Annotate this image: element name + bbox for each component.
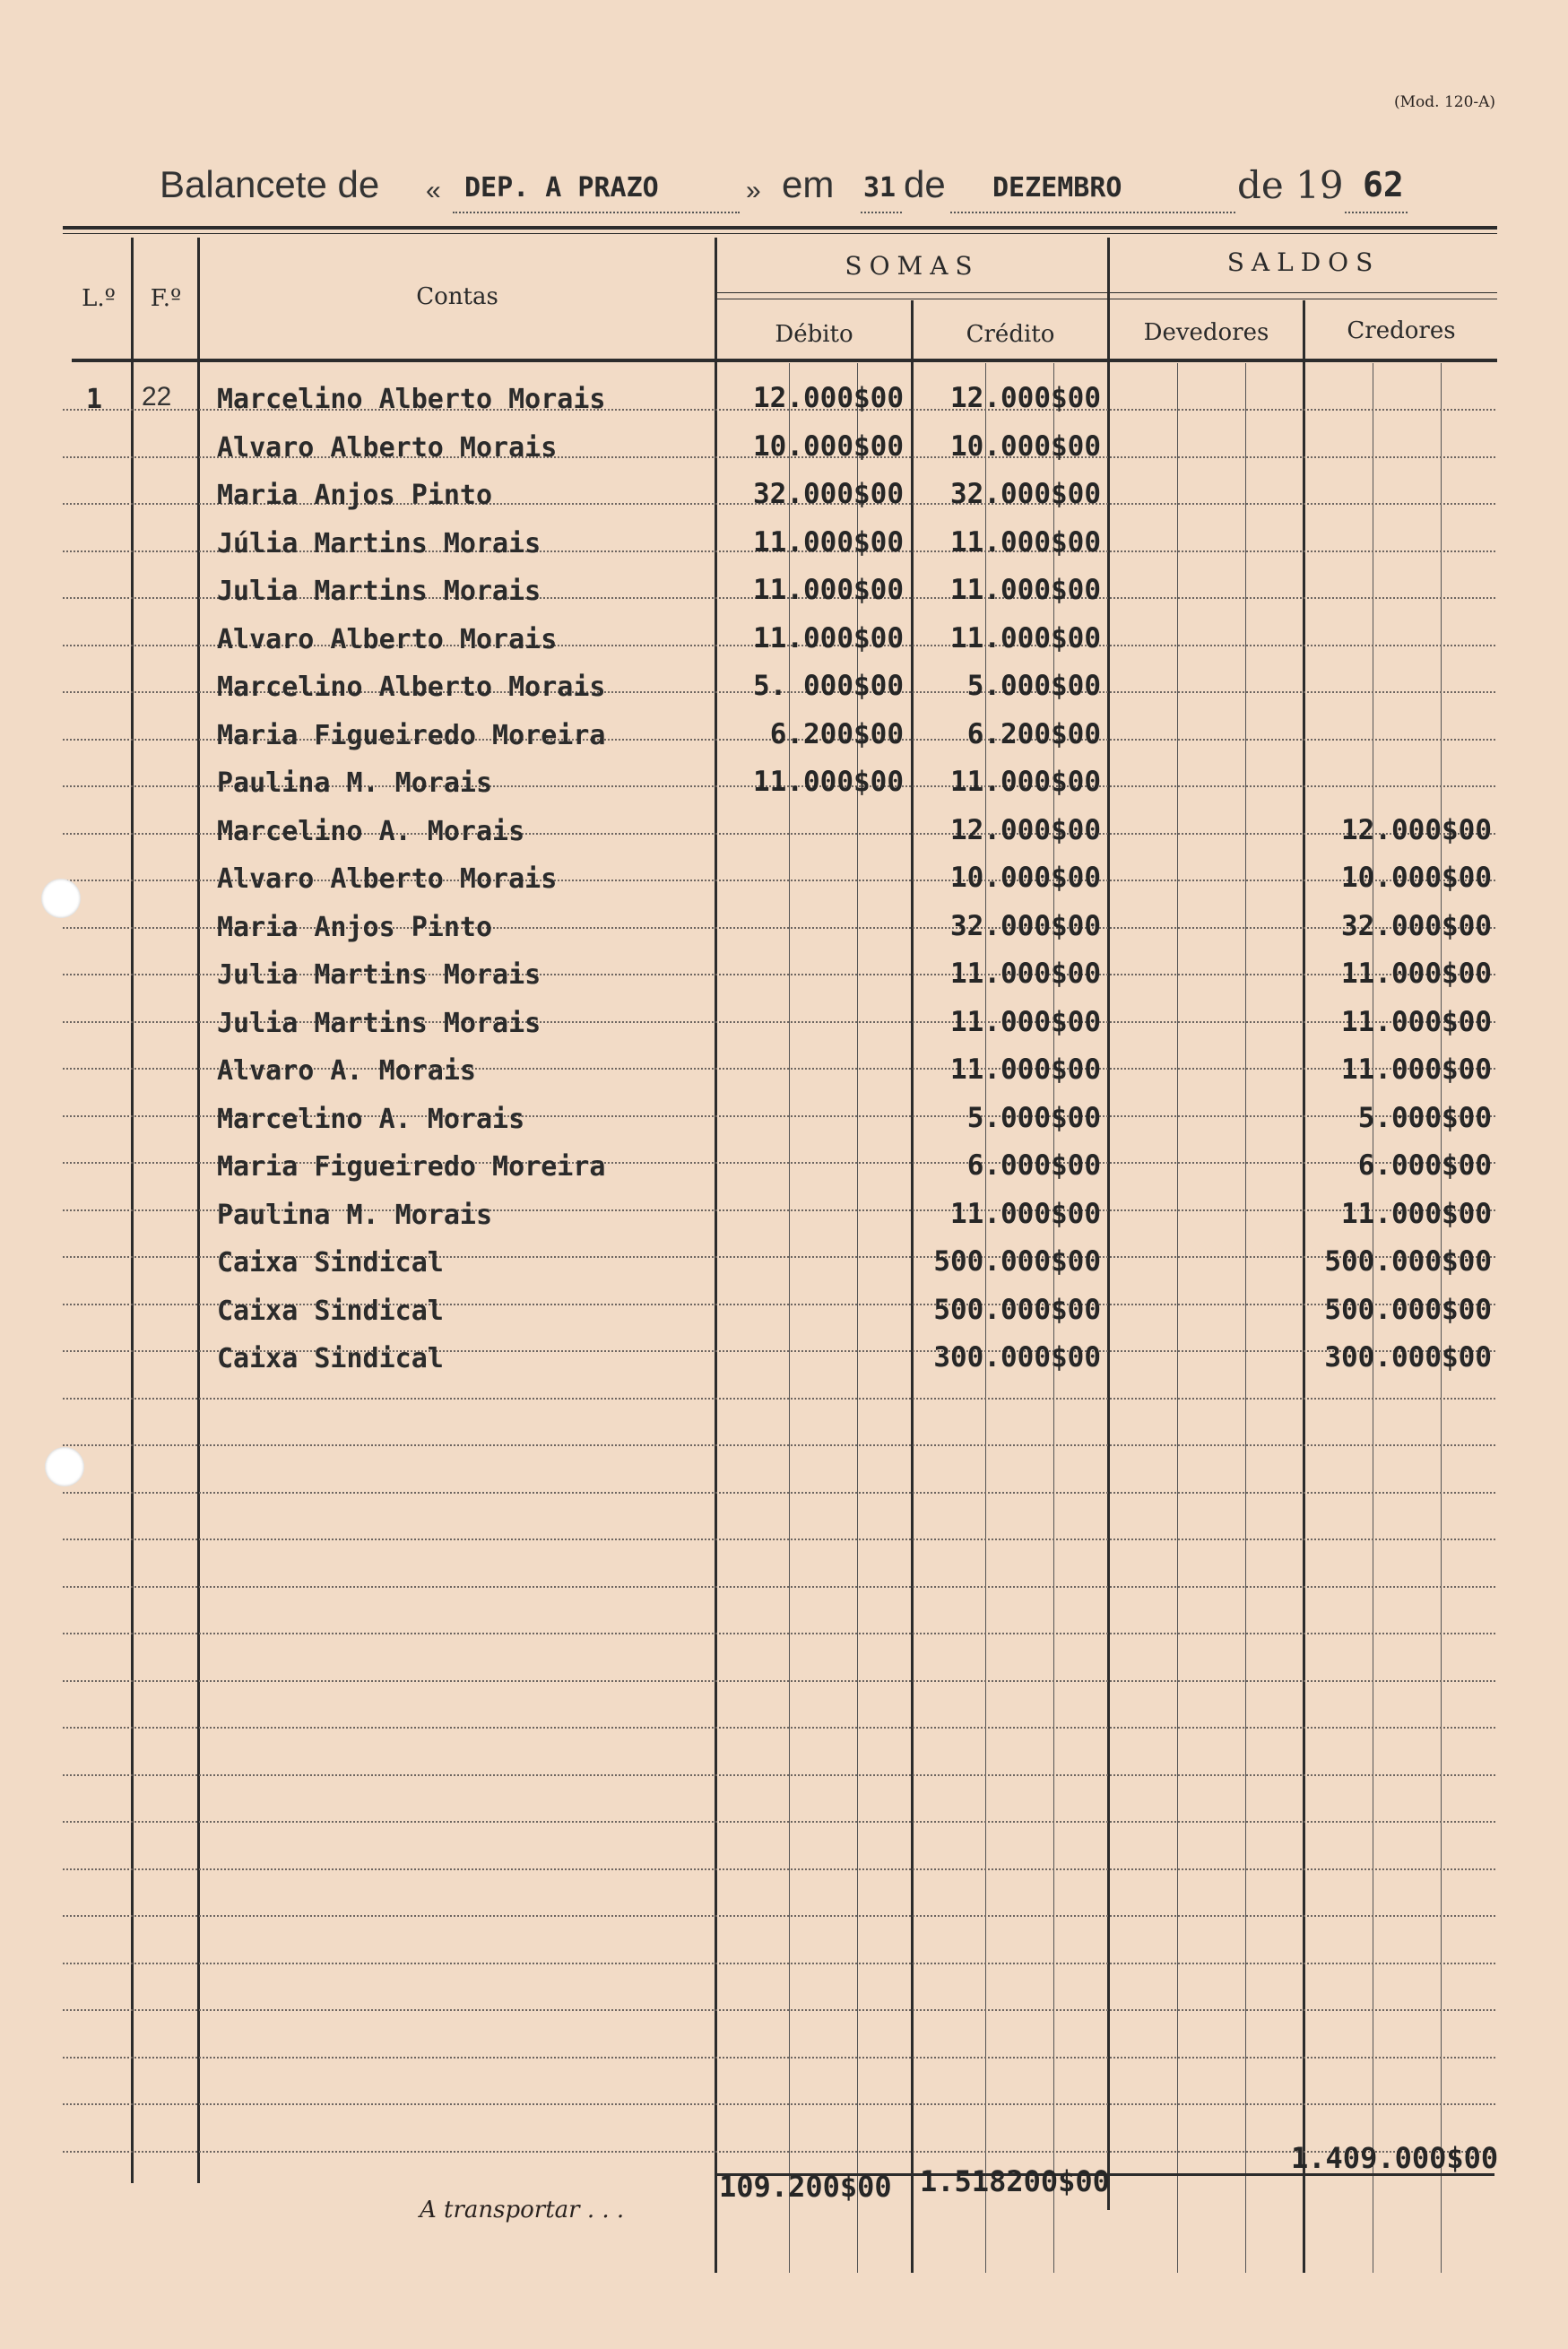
debito-amount: 6.200$00	[769, 718, 904, 750]
ruled-line	[63, 1444, 1495, 1446]
credito-amount: 6.000$00	[966, 1149, 1101, 1182]
debito-amount: 32.000$00	[753, 478, 904, 510]
credores-amount: 12.000$00	[1341, 814, 1492, 846]
quote-close: »	[746, 176, 761, 205]
debito-amount: 5. 000$00	[753, 670, 904, 702]
credito-amount: 11.000$00	[950, 526, 1101, 559]
de-19-label: de 19	[1237, 163, 1344, 207]
somas-rule-1	[715, 292, 1107, 293]
saldos-rule-1	[1107, 292, 1497, 293]
sub-line-devedores-1	[1177, 363, 1178, 2273]
header-livro: L.º	[82, 285, 116, 312]
credito-amount: 12.000$00	[950, 814, 1101, 846]
a-transportar-label: A transportar . . .	[420, 2197, 625, 2223]
account-name: Caixa Sindical	[217, 1247, 444, 1279]
credito-amount: 11.000$00	[950, 1006, 1101, 1038]
debito-amount: 11.000$00	[753, 622, 904, 654]
ruled-line	[63, 1398, 1495, 1400]
year-underline	[1345, 212, 1408, 213]
binder-hole-top	[41, 879, 81, 918]
debito-amount: 12.000$00	[753, 382, 904, 414]
credores-amount: 6.000$00	[1357, 1149, 1492, 1182]
account-name: Maria Anjos Pinto	[217, 912, 493, 943]
header-devedores: Devedores	[1143, 319, 1269, 346]
credito-amount: 11.000$00	[950, 1053, 1101, 1086]
ruled-line	[63, 2057, 1495, 2059]
account-name: Júlia Martins Morais	[217, 528, 541, 559]
em-label: em	[782, 163, 835, 205]
credito-amount: 11.000$00	[950, 1198, 1101, 1230]
top-rule	[63, 226, 1497, 230]
de-label: de	[904, 163, 946, 205]
debito-amount: 10.000$00	[753, 430, 904, 463]
total-credito: 1.518200$00	[920, 2164, 1110, 2198]
livro-value: 1	[86, 384, 103, 415]
account-name: Maria Anjos Pinto	[217, 480, 493, 511]
ruled-line	[63, 1633, 1495, 1634]
credores-amount: 11.000$00	[1341, 1053, 1492, 1086]
credores-amount: 11.000$00	[1341, 1198, 1492, 1230]
credito-amount: 500.000$00	[933, 1245, 1101, 1278]
account-name: Maria Figueiredo Moreira	[217, 1151, 606, 1183]
debito-amount: 11.000$00	[753, 766, 904, 798]
credores-amount: 500.000$00	[1324, 1245, 1492, 1278]
credores-amount: 500.000$00	[1324, 1294, 1492, 1326]
credores-amount: 11.000$00	[1341, 1006, 1492, 1038]
credores-amount: 10.000$00	[1341, 862, 1492, 894]
account-name: Paulina M. Morais	[217, 1200, 493, 1231]
col-line-somas	[1107, 238, 1110, 2210]
credores-amount: 300.000$00	[1324, 1341, 1492, 1374]
account-name: Julia Martins Morais	[217, 959, 541, 991]
credito-amount: 32.000$00	[950, 910, 1101, 942]
ruled-line	[63, 1727, 1495, 1729]
account-name: Marcelino A. Morais	[217, 1104, 525, 1135]
credito-amount: 10.000$00	[950, 862, 1101, 894]
account-name: Paulina M. Morais	[217, 767, 493, 799]
ruled-line	[63, 1774, 1495, 1776]
ruled-line	[63, 2009, 1495, 2011]
header-folha: F.º	[150, 285, 182, 312]
account-name: Alvaro Alberto Morais	[217, 624, 558, 655]
year-value: 62	[1363, 165, 1404, 204]
header-credito: Crédito	[966, 321, 1055, 348]
day-underline	[861, 212, 902, 213]
credores-amount: 11.000$00	[1341, 958, 1492, 990]
credito-amount: 32.000$00	[950, 478, 1101, 510]
quote-open: «	[426, 176, 441, 205]
debito-amount: 11.000$00	[753, 526, 904, 559]
ruled-line	[63, 1586, 1495, 1588]
day-value: 31	[863, 172, 897, 204]
ruled-line	[63, 1680, 1495, 1682]
credito-amount: 500.000$00	[933, 1294, 1101, 1326]
credito-amount: 5.000$00	[966, 1102, 1101, 1134]
header-saldos: SALDOS	[1226, 247, 1381, 277]
credito-amount: 12.000$00	[950, 382, 1101, 414]
ruled-line	[63, 1492, 1495, 1494]
account-name: Julia Martins Morais	[217, 1008, 541, 1039]
header-contas: Contas	[416, 283, 498, 310]
form-model-code: (Mod. 120-A)	[1394, 93, 1496, 111]
ruled-line	[63, 1868, 1495, 1870]
ruled-line	[63, 1963, 1495, 1964]
total-credores: 1.409.000$00	[1291, 2141, 1499, 2175]
col-line-contas	[715, 238, 717, 2273]
credores-amount: 5.000$00	[1357, 1102, 1492, 1134]
month-value: DEZEMBRO	[992, 172, 1122, 204]
account-name: Alvaro Alberto Morais	[217, 863, 558, 895]
credores-amount: 32.000$00	[1341, 910, 1492, 942]
account-name: Marcelino A. Morais	[217, 816, 525, 847]
month-underline	[950, 212, 1235, 213]
col-line-debito	[911, 300, 914, 2273]
credito-amount: 11.000$00	[950, 766, 1101, 798]
ruled-line	[63, 2151, 1495, 2153]
sub-line-devedores-2	[1245, 363, 1246, 2273]
credito-amount: 11.000$00	[950, 958, 1101, 990]
header-somas: SOMAS	[845, 251, 980, 281]
debito-amount: 11.000$00	[753, 574, 904, 606]
credito-amount: 300.000$00	[933, 1341, 1101, 1374]
col-line-devedores	[1303, 300, 1305, 2273]
account-name: Marcelino Alberto Morais	[217, 672, 606, 703]
account-name: Marcelino Alberto Morais	[217, 384, 606, 415]
total-debito: 109.200$00	[719, 2170, 892, 2204]
credito-amount: 6.200$00	[966, 718, 1101, 750]
ruled-line	[63, 1539, 1495, 1540]
ruled-line	[63, 1915, 1495, 1917]
header-debito: Débito	[775, 321, 853, 348]
ruled-line	[63, 2103, 1495, 2105]
folha-value: 22	[142, 382, 172, 412]
account-name: Caixa Sindical	[217, 1343, 444, 1374]
account-name: Alvaro A. Morais	[217, 1055, 476, 1087]
account-name: Maria Figueiredo Moreira	[217, 720, 606, 751]
title-prefix: Balancete de	[160, 163, 380, 205]
account-type-value: DEP. A PRAZO	[464, 172, 659, 204]
account-name: Alvaro Alberto Morais	[217, 432, 558, 464]
account-name: Caixa Sindical	[217, 1296, 444, 1327]
header-bottom-rule	[72, 359, 1497, 362]
credito-amount: 11.000$00	[950, 574, 1101, 606]
account-type-underline	[453, 212, 740, 213]
ruled-line	[63, 1821, 1495, 1823]
credito-amount: 11.000$00	[950, 622, 1101, 654]
account-name: Julia Martins Morais	[217, 576, 541, 607]
binder-hole-bottom	[45, 1447, 84, 1487]
top-rule-thin	[63, 233, 1497, 234]
header-credores: Credores	[1347, 317, 1456, 344]
credito-amount: 10.000$00	[950, 430, 1101, 463]
credito-amount: 5.000$00	[966, 670, 1101, 702]
